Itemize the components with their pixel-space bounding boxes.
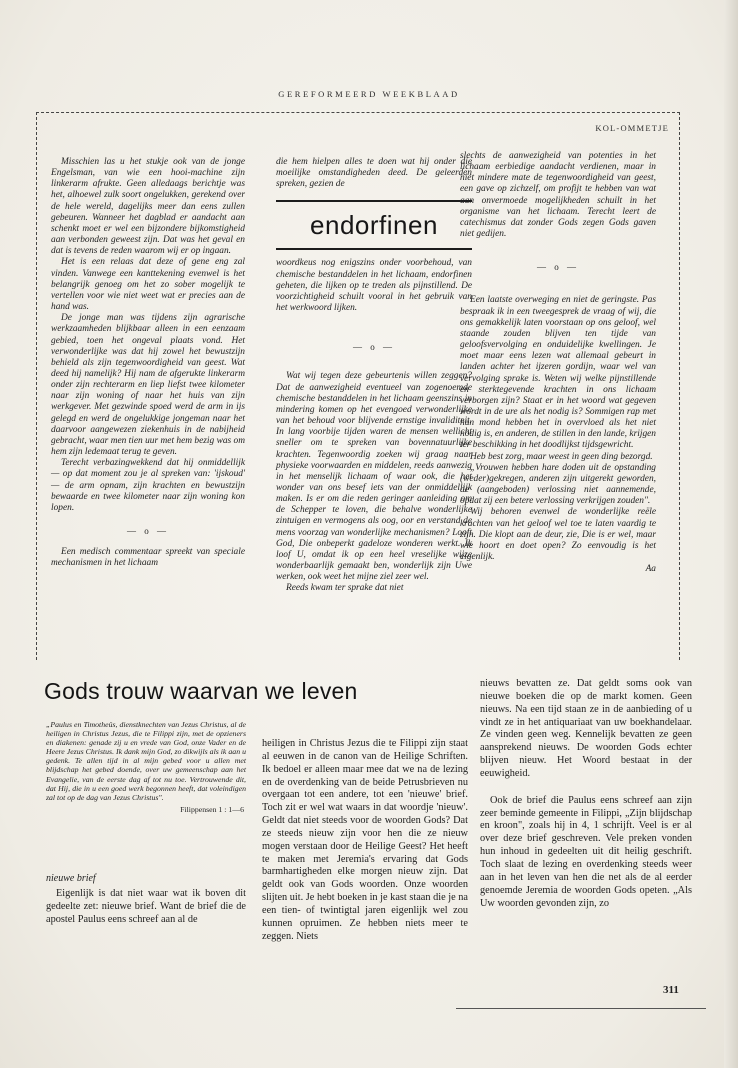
paragraph: Een medisch commentaar spreekt van speciale mechanismen in het lichaam <box>51 547 245 569</box>
paragraph: Eigenlijk is dat niet waar wat ik boven dit gedeelte zet: nieuwe brief. Want de brief die de apostel Paulus eens schreef aan al de <box>46 888 246 925</box>
paragraph: Wat wij tegen deze gebeurtenis willen zeggen? Dat de aanwezigheid eventueel van zogenoemde chemische bestanddelen in het lichaam geenszins in mindering komen op het evengoed verwonderlijke van het behoud voor blijvende ernstige invaliditeit. In lang voorbije tijden waren de mensen wellicht sneller om te spreken van bovennatuurlijke krachten. Tegenwoordig zoeken wij graag naar physieke voorwaarden en middelen, reeds aanwezig in het menselijk lichaam of waar ook, die het wonder van ons besef iets van der onmiddellijk maken. Is er om die reden geringer aanleiding om de Schepper te loven, die behalve wonderlijke zintuigen en vermogens als oog, oor en verstand de mens voorzag van wonderlijke mechanismen? Looft God, Die onbeperkt gadeloze wonderen werkt. Ik loof U, omdat ik op een heel vreselijke wijze wonderbaarlijk gemaakt ben, wonderlijk zijn Uwe werken, ook weet het mijne ziel zeer wel. <box>276 371 472 583</box>
section-separator: — o — <box>353 342 395 353</box>
article-column-3 <box>480 678 692 910</box>
running-head: GEREFORMEERD WEEKBLAAD <box>278 89 460 99</box>
page-binding-edge <box>724 0 738 1068</box>
paragraph: nieuws bevatten ze. Dat geldt soms ook van nieuwe boeken die op de markt komen. Geen nieuws. Na een tijd staan ze in de aanbieding of u vindt ze in het antiquariaat van uw boekhandelaar. Ze vinden geen weg. Kennelijk bevatten ze geen aansprekend nieuws. De woorden Gods echter blijven nieuw. Het Woord bestaat in der eeuwigheid. <box>480 678 692 779</box>
paragraph-gap <box>480 781 692 795</box>
paragraph: Ook de brief die Paulus eens schreef aan zijn zeer beminde gemeente in Filippi, „Zijn blijdschap en kroon", zoals hij in 4, 1 schrijft. Veel is er al over deze brief geschreven. Vele preken vonden hun inhoud in gedeelten uit dit heilig geschrift. Toch slaat de lezing en overdenking steeds weer aan in het leven van hen die net als de al eerder genoemde Jeremia de woorden Gods opeten. „Als Uw woorden gevonden zijn, zo <box>480 794 692 909</box>
paragraph: Reeds kwam ter sprake dat niet <box>286 583 404 594</box>
kol-ommetje-box <box>36 112 680 660</box>
paragraph: Heb best zorg, maar weest in geen ding bezorgd. <box>470 451 653 462</box>
article-subhead: nieuwe brief <box>46 873 96 884</box>
paragraph: De jonge man was tijdens zijn agrarische werkzaamheden blijkbaar alleen in een eenzaam gebied, toen het ongeval plaats vond. Het verwonderlijke was dat hij zowel het bewustzijn behield als zijn tegenwoordigheid van geest. Wat deed hij namelijk? Hij nam de afgerukte linkerarm onder zijn rechterarm en liep liefst twee kilometer naar zijn woning of naar het huis van zijn werkgever. Met gezwinde spoed werd de arm in ijs gelegd en werd de ongelukkige jongeman naar het daarvoor aangewezen ziekenhuis in de nabijheid gebracht, waar men tien uur met hem bezig was om hem zijn ledemaat terug te geven. <box>51 313 245 458</box>
paragraph: woordkeus nog enigszins onder voorbehoud, van chemische bestanddelen in het lichaam, endorfinen geheten, die lijken op te treden als pijnstillend. De voorzichtigheid schuilt vooral in het gebruik van het werkwoord lijken. <box>276 258 472 314</box>
column-label: KOL-OMMETJE <box>595 123 669 133</box>
scripture-quote <box>46 720 246 814</box>
kol-ommetje-column-2 <box>276 157 472 595</box>
section-separator: — o — <box>127 526 169 536</box>
paragraph: „Vrouwen hebben hare doden uit de opstanding (weder)gekregen, anderen zijn uitgerekt geworden, de (aangeboden) verlossing niet aannemende, opdat zij een betere verlossing verkrijgen zouden". <box>460 462 656 507</box>
paragraph: Terecht verbazingwekkend dat hij onmiddellijk — op dat moment zou je al spreken van: 'ijskoud' — de arm opnam, zijn krachten en bewustzijn bewaarde en twee kilometer naar zijn woning kon lopen. <box>51 458 245 513</box>
article-column-1 <box>46 888 246 927</box>
paragraph: Het is een relaas dat deze of gene eng zal vinden. Vanwege een kanttekening evenwel is het belangrijk genoeg om het zo sober mogelijk te vertellen voor wie niet weet wat er precies aan de hand was. <box>51 257 245 313</box>
paragraph: heiligen in Christus Jezus die te Filippi zijn staat al eeuwen in de canon van de Heilige Schriften. Ik bedoel er alleen maar mee dat we na de lezing en de overdenking van de beide Petrusbrieven nu overgaan tot een andere, tot een 'nieuwe' brief. Toch zit er wel wat waars in dat woordje 'nieuw'. Geldt dat niet steeds voor de woorden Gods? Dat ze steeds nieuw zijn voor hen die ze nieuw mogen verstaan door de Heilige Geest? Het heeft te maken met Jeremia's ervaring dat Gods barmhartigheden elke morgen nieuw zijn. Dat geldt ook van Gods woorden. Onze woorden slijten uit. Je hebt boeken in je kast staan die je na een tien- of twintigtal jaren eigenlijk wel zou kunnen opruimen. Ze hebben niets meer te zeggen. Niets <box>262 738 468 942</box>
page-number: 311 <box>663 984 679 996</box>
section-separator: — o — <box>537 262 579 273</box>
endorfinen-heading: endorfinen <box>310 210 438 241</box>
article-column-2 <box>262 738 468 944</box>
quote-text: „Paulus en Timotheüs, dienstknechten van Jezus Christus, al de heiligen in Christus Jezus, die te Filippi zijn, met de opzieners en diakenen: genade zij u en vrede van God, onze Vader en de Heere Jezus Christus. Ik dank mijn God, zo dikwijls als ik aan u gedenk. Te allen tijd in al mijn gebed voor u allen met blijdschap het gebed doende, over uw gemeenschap aan het Evangelie, van de eerste dag af tot nu toe. Vertrouwende dit, dat Hij, die in u een goed werk begonnen heeft, dat voleindigen zal tot op de dag van Jezus Christus". <box>46 720 246 802</box>
paragraph: Wij behoren evenwel de wonderlijke reële krachten van het geloof wel toe te laten vaardig te zijn. Die klopt aan de deur, zie, Die is er wel, maar wie hoort en doet open? Zo eenvoudig is het eigenlijk. <box>460 507 656 562</box>
paragraph: Misschien las u het stukje ook van de jonge Engelsman, van wie een hooi-machine zijn linkerarm afrukte. Geen alledaags berichtje was het, alhoewel zulk soort ongelukken, gerekend over de hele wereld, dagelijks meer dan eens zullen gebeuren. Wanneer het dagblad er aandacht aan schenkt moet er wel een bijzondere bijkomstigheid aan verbonden geweest zijn. Dat was het geval en dat is tevens de reden waarom wij er op ingaan. <box>51 157 245 257</box>
heading-rule-bottom <box>276 248 472 250</box>
heading-rule-top <box>276 200 472 202</box>
kol-ommetje-column-3 <box>460 151 656 575</box>
kol-ommetje-column-1 <box>51 157 245 569</box>
page-footer-rule <box>456 1008 706 1009</box>
quote-reference: Filippensen 1 : 1—6 <box>180 804 244 814</box>
author-signature: Aa <box>645 564 656 575</box>
paragraph: die hem hielpen alles te doen wat hij onder die moeilijke omstandigheden deed. De geleerden spreken, gezien de <box>276 157 472 190</box>
paragraph: Een laatste overweging en niet de geringste. Pas bespraak ik in een tweegesprek de vraag of wij, die ons gemakkelijk laten voorstaan op ons geloof, wel staande zouden blijven ten tijde van geloofsvervolging en onduidelijke kwellingen. Je moet maar eens lezen wat allemaal gebeurt in landen achter het ijzeren gordijn, waar wel van vervolging sprake is. Weten wij welke pijnstillende en sterktegevende krachten in ons lichaam verborgen zijn? Staat er in het woord wat gegeven wordt in de ure als het nodig is? Sommigen rap met hun mond hebben het in overvloed als het niet nodig is, en anderen, de stillen in den lande, krijgen ter beschikking in het doodlijkst tijdsgewricht. <box>460 295 656 451</box>
paragraph: slechts de aanwezigheid van potenties in het lichaam eerbiedige aandacht verdienen, maar in niet mindere mate de tegenwoordigheid van geest, een gave op zichzelf, om profijt te hebben van wat aan onvermoede mogelijkheden schuilt in het organisme van het lichaam. Terecht leert de catechismus dat zonder Gods zegen Gods gaven niet gedijen. <box>460 151 656 240</box>
article-headline: Gods trouw waarvan we leven <box>44 678 358 704</box>
